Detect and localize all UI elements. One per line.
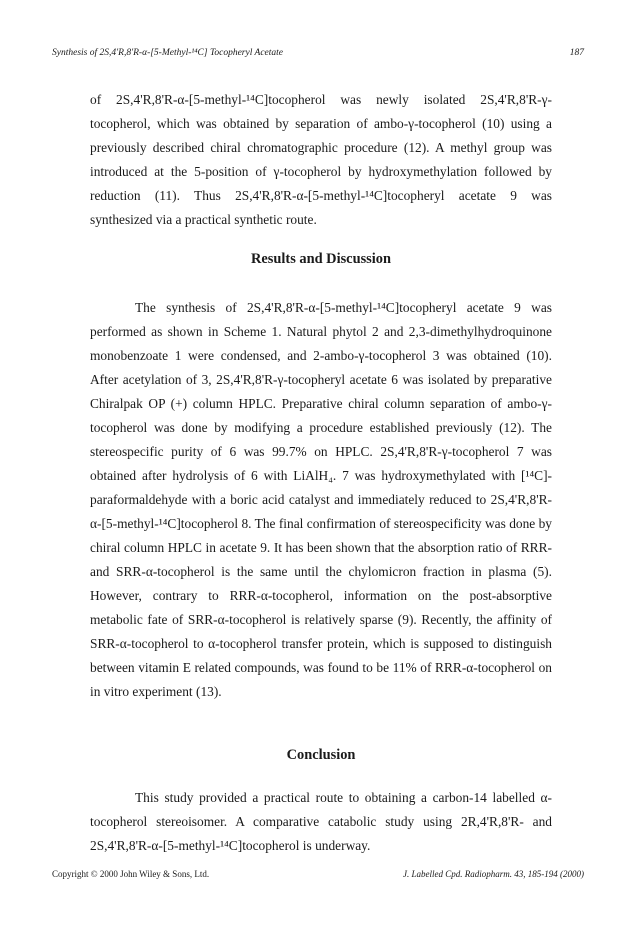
running-head-title: Synthesis of 2S,4'R,8'R-α-[5-Methyl-¹⁴C] Tocopheryl Acetate (52, 48, 284, 58)
results-paragraph: The synthesis of 2S,4'R,8'R-α-[5-methyl-¹⁴C]tocopheryl acetate 9 was performed as shown in Scheme 1. Natural phytol 2 and 2,3-dimethylhydroquinone monobenzoate 1 were condensed, and 2-ambo-γ-tocopherol 3 was obtained (10). After acetylation of 3, 2S,4'R,8'R-γ-tocopheryl acetate 6 was isolated by preparative Chiralpak OP (+) column HPLC. Preparative chiral column separation of ambo-γ-tocopherol was done by modifying a procedure established previously (12). The stereospecific purity of 6 was 99.7% on HPLC. 2S,4'R,8'R-γ-tocopherol 7 was obtained after hydrolysis of 6 with LiAlH₄. 7 was hydroxymethylated with [¹⁴C]-paraformaldehyde with a boric acid catalyst and immediately reduced to 2S,4'R,8'R-α-[5-methyl-¹⁴C]tocopherol 8. The final confirmation of stereospecificity was done by chiral column HPLC in acetate 9. It has been shown that the absorption ratio of RRR- and SRR-α-tocopherol is the same until the chylomicron fraction in plasma (5). However, contrary to RRR-α-tocopherol, information on the post-absorptive metabolic fate of SRR-α-tocopherol is relatively sparse (9). Recently, the affinity of SRR-α-tocopherol to α-tocopherol transfer protein, which is supposed to distinguish between vitamin E related compounds, was found to be 11% of RRR-α-tocopherol on in vitro experiment (13). (90, 300, 552, 699)
running-head (52, 48, 584, 62)
journal-citation: J. Labelled Cpd. Radiopharm. 43, 185-194 (2000) (403, 869, 584, 879)
conclusion-paragraph: This study provided a practical route to obtaining a carbon-14 labelled α-tocopherol stereoisomer. A comparative catabolic study using 2R,4'R,8'R- and 2S,4'R,8'R-α-[5-methyl-¹⁴C]tocopherol is underway. (90, 790, 552, 853)
copyright-notice: Copyright © 2000 John Wiley & Sons, Ltd. (52, 869, 210, 879)
intro-paragraph: of 2S,4'R,8'R-α-[5-methyl-¹⁴C]tocopherol was newly isolated 2S,4'R,8'R-γ-tocopherol, which was obtained by separation of ambo-γ-tocopherol (10) using a previously described chiral chromatographic procedure (12). A methyl group was introduced at the 5-position of γ-tocopherol by hydroxymethylation followed by reduction (11). Thus 2S,4'R,8'R-α-[5-methyl-¹⁴C]tocopheryl acetate 9 was synthesized via a practical synthetic route. (90, 92, 552, 227)
results-heading: Results and Discussion (251, 251, 391, 267)
conclusion-heading: Conclusion (286, 747, 356, 763)
page-number: 187 (569, 48, 584, 58)
page-footer (52, 869, 584, 881)
results-paragraph-block (90, 296, 552, 704)
intro-paragraph-block (90, 88, 552, 232)
conclusion-paragraph-block (90, 786, 552, 858)
